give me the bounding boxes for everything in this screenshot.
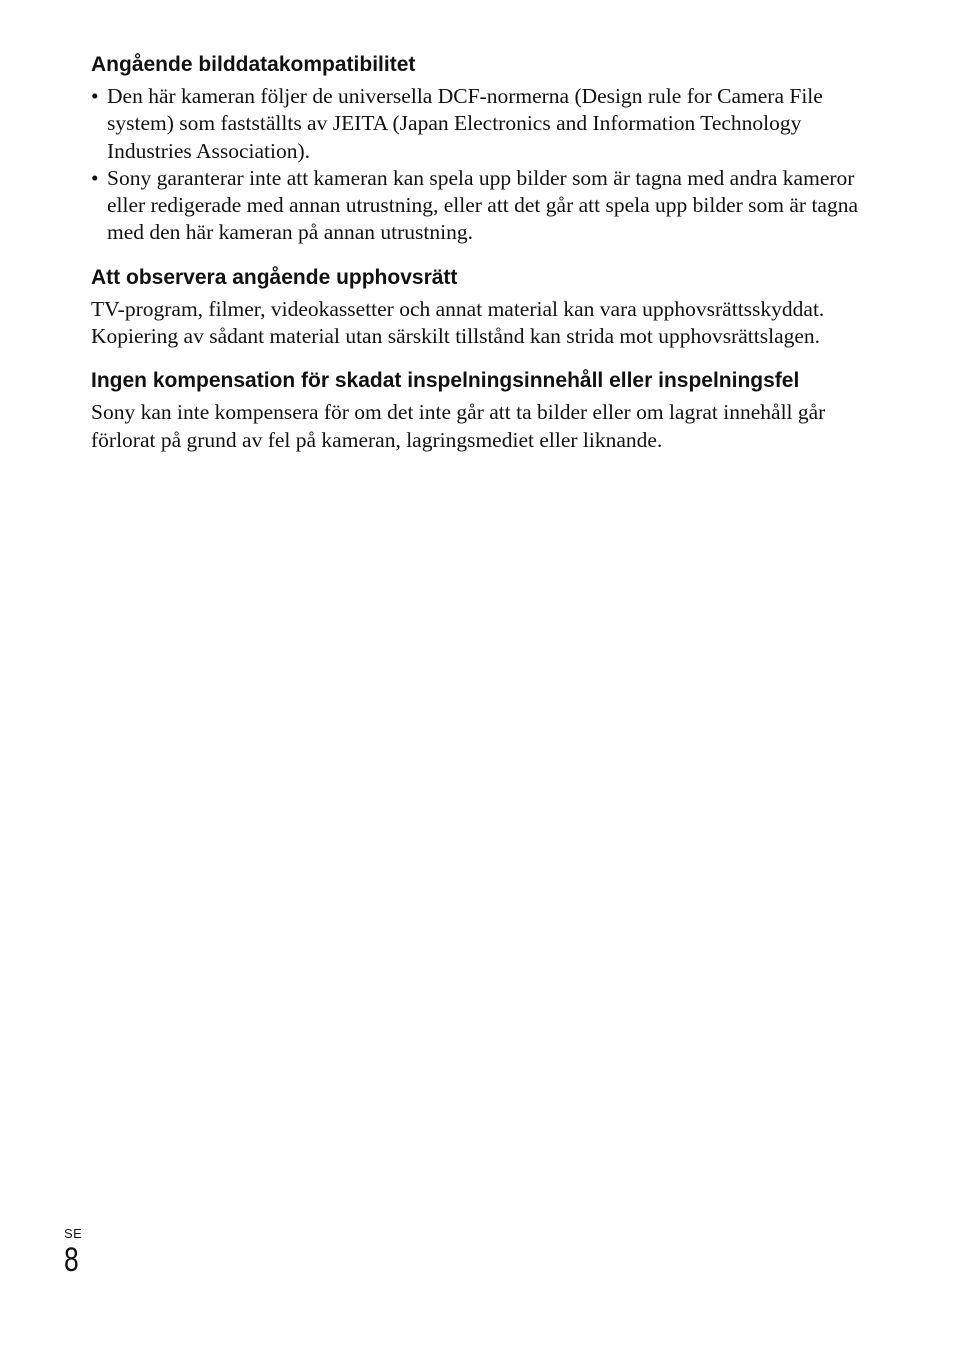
- section-heading: Angående bilddatakompatibilitet: [91, 53, 416, 76]
- page-number: 8: [64, 1241, 79, 1279]
- bullet-item: [91, 165, 871, 247]
- section-body: Sony kan inte kompensera för om det inte går att ta bilder eller om lagrat innehåll går förlorat på grund av fel på kameran, lagringsmediet eller liknande.: [91, 400, 826, 452]
- section-heading: Att observera angående upphovsrätt: [91, 265, 458, 289]
- page-content: [91, 50, 871, 470]
- page-footer: [64, 1226, 83, 1278]
- bullet-item: [91, 83, 871, 165]
- bullet-marker: •: [91, 165, 99, 190]
- section-heading: Ingen kompensation för skadat inspelningsinnehåll eller inspelningsfel: [91, 369, 800, 393]
- bullet-text: Sony garanterar inte att kameran kan spela upp bilder som är tagna med andra kameror eller redigerade med annan utrustning, eller att det går att spela upp bilder som är tagna med den här kameran på annan utrustning.: [107, 165, 859, 245]
- section-image-compatibility: [91, 50, 871, 247]
- section-body: TV-program, filmer, videokassetter och annat material kan vara upphovsrättsskyddat. Kopiering av sådant material utan särskilt tillstånd kan strida mot upphovsrättslagen.: [91, 296, 825, 349]
- section-copyright: [91, 263, 871, 351]
- section-no-compensation: [91, 366, 871, 454]
- bullet-list: [91, 83, 871, 247]
- language-code: SE: [64, 1226, 83, 1241]
- bullet-text: Den här kameran följer de universella DCF-normerna (Design rule for Camera File system) som fastställts av JEITA (Japan Electronics and Information Technology Industries Association).: [107, 84, 823, 163]
- bullet-marker: •: [91, 84, 99, 108]
